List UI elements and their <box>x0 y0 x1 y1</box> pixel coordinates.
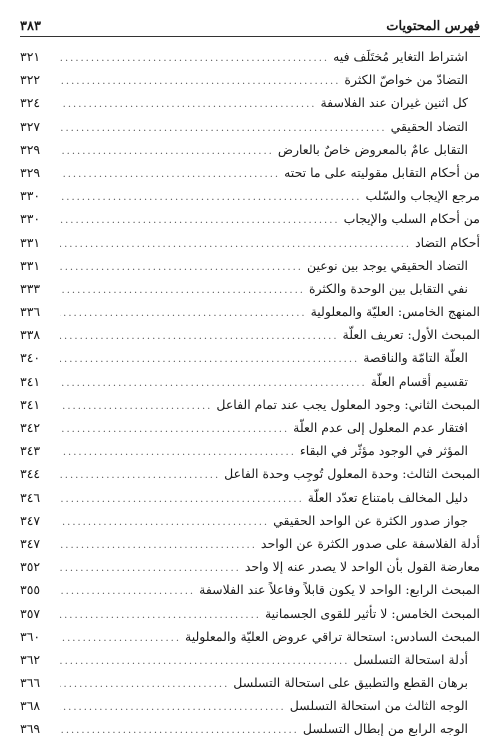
toc-entry-page: ٣٦٨ <box>20 698 41 714</box>
toc-entry <box>20 509 480 532</box>
table-of-contents <box>20 45 480 741</box>
dot-leader <box>60 604 261 627</box>
dot-leader <box>60 233 411 256</box>
toc-entry-page: ٣٤٦ <box>20 489 41 505</box>
toc-entry-title: معارضة القول بأن الواحد لا يصدر عنه إلا واحد <box>244 559 480 575</box>
page-header <box>20 10 480 37</box>
toc-entry-title: المبحث السادس: استحالة تراقي عروض العليّة والمعلولية <box>185 628 480 644</box>
toc-entry-title: مرجع الإيجاب والسّلب <box>365 188 480 204</box>
toc-entry-page: ٣٢٩ <box>20 164 41 180</box>
toc-entry-title: التضاد الحقيقي <box>390 118 468 134</box>
dot-leader <box>60 650 349 673</box>
dot-leader <box>60 719 299 742</box>
toc-entry <box>20 184 480 207</box>
dot-leader <box>60 395 212 418</box>
toc-entry <box>20 346 480 369</box>
running-title: فهرس المحتويات <box>386 19 480 34</box>
toc-entry-title: نفي التقابل بين الوحدة والكثرة <box>308 280 468 296</box>
toc-entry-page: ٣٦٠ <box>20 628 41 644</box>
dot-leader <box>60 302 307 325</box>
dot-leader <box>60 580 195 603</box>
toc-entry-page: ٣٥٢ <box>20 559 41 575</box>
dot-leader <box>60 279 305 302</box>
toc-entry-page: ٣٢٤ <box>20 95 41 111</box>
toc-entry-page: ٣٣٠ <box>20 211 41 227</box>
toc-entry-title: العلّة التامّة والناقصة <box>363 350 468 366</box>
toc-entry <box>20 231 480 254</box>
toc-entry-page: ٣٤٤ <box>20 466 41 482</box>
toc-entry-page: ٣٣٨ <box>20 327 41 343</box>
toc-entry <box>20 439 480 462</box>
toc-entry <box>20 416 480 439</box>
toc-entry-title: أدلة الفلاسفة على صدور الكثرة عن الواحد <box>260 535 480 551</box>
toc-entry-title: الوجه الثالث من استحالة التسلسل <box>289 698 468 714</box>
dot-leader <box>60 348 359 371</box>
page-number: ٣٨٣ <box>20 19 41 34</box>
toc-entry-title: من أحكام التقابل مقوليته على ما تحته <box>284 164 480 180</box>
dot-leader <box>60 140 274 163</box>
toc-entry-page: ٣٦٦ <box>20 675 41 691</box>
toc-entry-title: جواز صدور الكثرة عن الواحد الحقيقي <box>273 512 468 528</box>
dot-leader <box>60 117 387 140</box>
toc-entry-page: ٣٦٢ <box>20 651 41 667</box>
toc-entry-title: تقسيم أقسام العلّة <box>370 373 468 389</box>
toc-entry-page: ٣٤٣ <box>20 443 41 459</box>
toc-entry-title: دليل المخالف بامتناع تعدّد العلّة <box>307 489 468 505</box>
toc-entry <box>20 648 480 671</box>
toc-entry <box>20 694 480 717</box>
toc-entry-title: برهان القطع والتطبيق على استحالة التسلسل <box>233 675 468 691</box>
toc-entry <box>20 486 480 509</box>
toc-entry <box>20 532 480 555</box>
dot-leader <box>60 534 257 557</box>
dot-leader <box>60 186 361 209</box>
toc-entry-title: افتقار عدم المعلول إلى عدم العلّة <box>293 420 468 435</box>
toc-entry <box>20 277 480 300</box>
dot-leader <box>60 256 303 279</box>
toc-entry-title: الوجه الرابع من إبطال التسلسل <box>302 721 468 737</box>
dot-leader <box>60 325 339 348</box>
toc-entry-title: من أحكام السلب والإيجاب <box>343 211 480 227</box>
dot-leader <box>60 47 329 70</box>
toc-entry-title: المؤثر في الوجود مؤثّر في البقاء <box>299 443 468 459</box>
toc-entry-title: أحكام التضاد <box>415 234 480 250</box>
toc-entry <box>20 254 480 277</box>
dot-leader <box>60 163 280 186</box>
toc-entry-title: التضادّ من خواصّ الكثرة <box>344 72 468 88</box>
toc-entry <box>20 91 480 114</box>
toc-entry-page: ٣٣٠ <box>20 188 41 204</box>
toc-entry-page: ٣٢١ <box>20 49 41 64</box>
toc-entry-page: ٣٥٧ <box>20 605 41 621</box>
toc-entry-page: ٣٤٢ <box>20 420 41 435</box>
toc-entry-title: المبحث الثالث: وحدة المعلول تُوجِب وحدة الفاعل <box>224 466 480 482</box>
toc-entry-page: ٣٣٦ <box>20 304 41 320</box>
toc-entry-page: ٣٢٩ <box>20 141 41 157</box>
dot-leader <box>60 441 296 464</box>
dot-leader <box>60 557 241 580</box>
toc-entry-page: ٣٢٢ <box>20 72 41 88</box>
toc-entry <box>20 393 480 416</box>
toc-entry-page: ٣٣٣ <box>20 280 41 296</box>
toc-entry-title: التقابل عامٌ بالمعروض خاصٌ بالعارض <box>277 141 468 157</box>
toc-entry <box>20 45 480 68</box>
dot-leader <box>60 372 367 395</box>
dot-leader <box>60 488 304 511</box>
toc-entry-title: أدلة استحالة التسلسل <box>353 651 468 667</box>
toc-entry-page: ٣٣١ <box>20 234 41 250</box>
toc-entry-title: المبحث الثاني: وجود المعلول يجب عند تمام الفاعل <box>216 396 480 412</box>
dot-leader <box>60 696 286 719</box>
toc-entry-page: ٣٤٠ <box>20 350 41 366</box>
toc-entry-title: المبحث الرابع: الواحد لا يكون قابلاً وفاعلاً عند الفلاسفة <box>199 582 480 598</box>
toc-entry <box>20 370 480 393</box>
toc-entry <box>20 323 480 346</box>
toc-entry <box>20 161 480 184</box>
toc-entry-title: التضاد الحقيقي يوجد بين نوعين <box>306 257 468 273</box>
dot-leader <box>60 511 269 534</box>
dot-leader <box>60 93 316 116</box>
toc-entry-title: المبحث الأول: تعريف العلّة <box>342 327 480 343</box>
toc-entry-title: المنهج الخامس: العليّة والمعلولية <box>310 304 480 320</box>
toc-entry <box>20 625 480 648</box>
toc-entry-page: ٣٤١ <box>20 373 41 389</box>
dot-leader <box>60 627 181 650</box>
toc-entry <box>20 68 480 91</box>
dot-leader <box>60 209 340 232</box>
toc-entry <box>20 462 480 485</box>
toc-entry <box>20 602 480 625</box>
toc-entry-page: ٣٤٧ <box>20 512 41 528</box>
toc-entry <box>20 115 480 138</box>
toc-entry-page: ٣٥٥ <box>20 582 41 598</box>
toc-entry-page: ٣٤١ <box>20 396 41 412</box>
toc-entry <box>20 300 480 323</box>
dot-leader <box>60 464 220 487</box>
dot-leader <box>60 70 340 93</box>
toc-entry-title: اشتراط التغاير مُختَلَف فيه <box>333 49 468 64</box>
toc-entry-page: ٣٤٧ <box>20 535 41 551</box>
toc-entry-page: ٣٣١ <box>20 257 41 273</box>
toc-entry <box>20 138 480 161</box>
toc-entry <box>20 671 480 694</box>
dot-leader <box>60 418 289 441</box>
dot-leader <box>60 673 229 696</box>
toc-entry-page: ٣٦٩ <box>20 721 41 737</box>
toc-entry <box>20 578 480 601</box>
toc-entry <box>20 717 480 740</box>
toc-entry-title: كل اثنين غيران عند الفلاسفة <box>320 95 468 111</box>
toc-entry <box>20 207 480 230</box>
toc-entry-title: المبحث الخامس: لا تأثير للقوى الجسمانية <box>264 605 480 621</box>
toc-entry <box>20 555 480 578</box>
toc-entry-page: ٣٢٧ <box>20 118 41 134</box>
